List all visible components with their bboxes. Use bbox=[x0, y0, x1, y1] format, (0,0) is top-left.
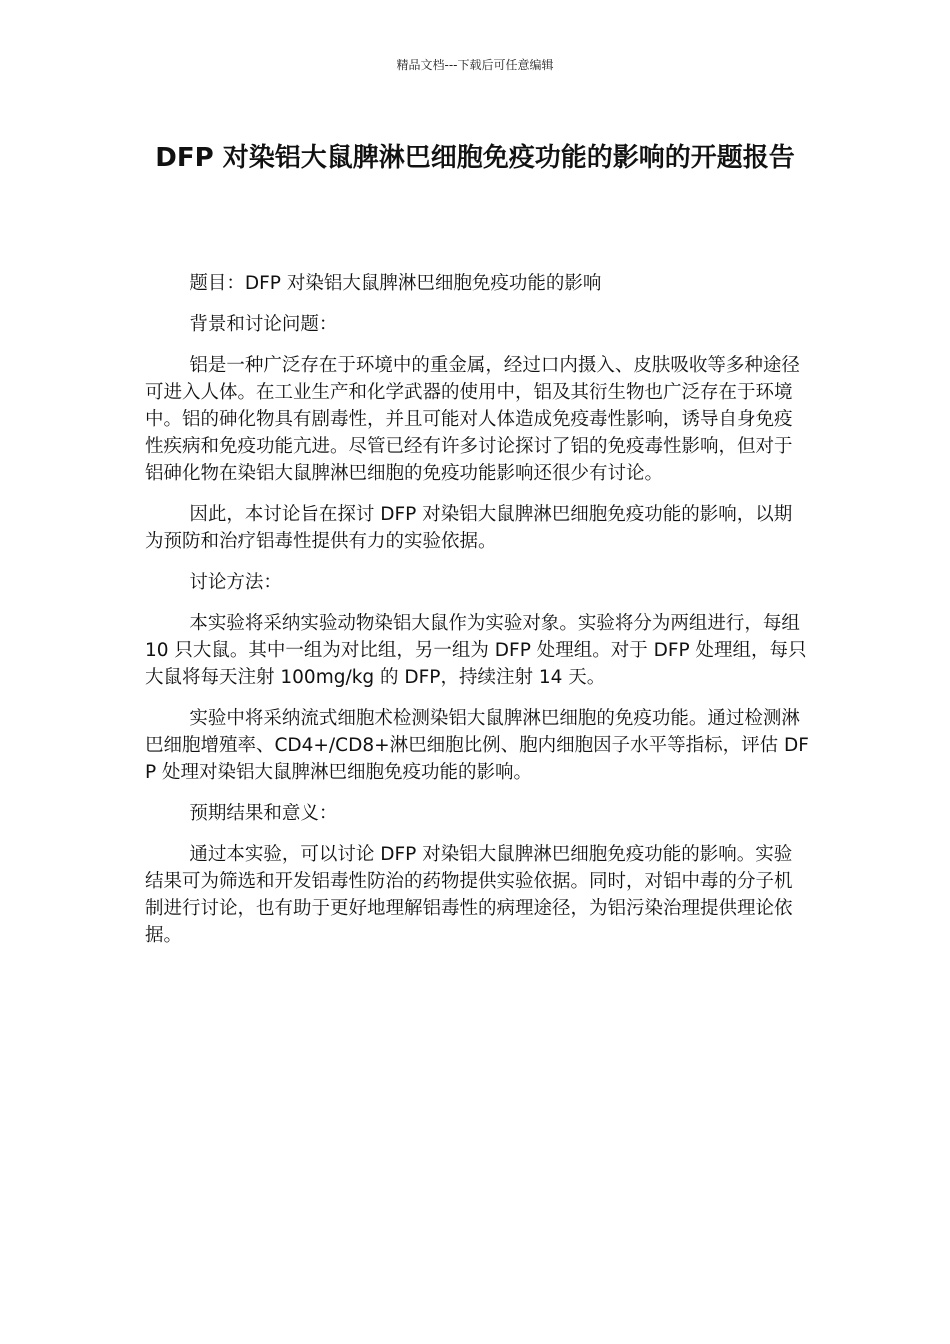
document-title: DFP 对染铝大鼠脾淋巴细胞免疫功能的影响的开题报告 bbox=[155, 143, 795, 173]
body-paragraph: 实验中将采纳流式细胞术检测染铝大鼠脾淋巴细胞的免疫功能。通过检测淋巴细胞增殖率、CD4+/CD8+淋巴细胞比例、胞内细胞因子水平等指标，评估 DFP 处理对染铝大鼠脾淋巴细胞免疫功能的影响。 bbox=[145, 708, 809, 783]
body-paragraph: 本实验将采纳实验动物染铝大鼠作为实验对象。实验将分为两组进行，每组 10 只大鼠。其中一组为对比组，另一组为 DFP 处理组。对于 DFP 处理组，每只大鼠将每天注射 100mg/kg 的 DFP，持续注射 14 天。 bbox=[145, 613, 807, 688]
section-heading-expected-results: 预期结果和意义： bbox=[189, 803, 338, 824]
topic-line: 题目：DFP 对染铝大鼠脾淋巴细胞免疫功能的影响 bbox=[189, 273, 602, 294]
body-paragraph: 通过本实验，可以讨论 DFP 对染铝大鼠脾淋巴细胞免疫功能的影响。实验结果可为筛选和开发铝毒性防治的药物提供实验依据。同时，对铝中毒的分子机制进行讨论，也有助于更好地理解铝毒性的病理途径，为铝污染治理提供理论依据。 bbox=[145, 844, 793, 946]
document-body bbox=[145, 270, 810, 963]
body-paragraph: 铝是一种广泛存在于环境中的重金属，经过口内摄入、皮肤吸收等多种途径可进入人体。在工业生产和化学武器的使用中，铝及其衍生物也广泛存在于环境中。铝的砷化物具有剧毒性，并且可能对人体造成免疫毒性影响，诱导自身免疫性疾病和免疫功能亢进。尽管已经有许多讨论探讨了铝的免疫毒性影响，但对于铝砷化物在染铝大鼠脾淋巴细胞的免疫功能影响还很少有讨论。 bbox=[145, 355, 800, 484]
page-header: 精品文档---下载后可任意编辑 bbox=[396, 58, 554, 72]
section-heading-methods: 讨论方法： bbox=[189, 572, 282, 593]
section-heading-background: 背景和讨论问题： bbox=[189, 314, 338, 335]
body-paragraph: 因此，本讨论旨在探讨 DFP 对染铝大鼠脾淋巴细胞免疫功能的影响，以期为预防和治疗铝毒性提供有力的实验依据。 bbox=[145, 504, 793, 552]
